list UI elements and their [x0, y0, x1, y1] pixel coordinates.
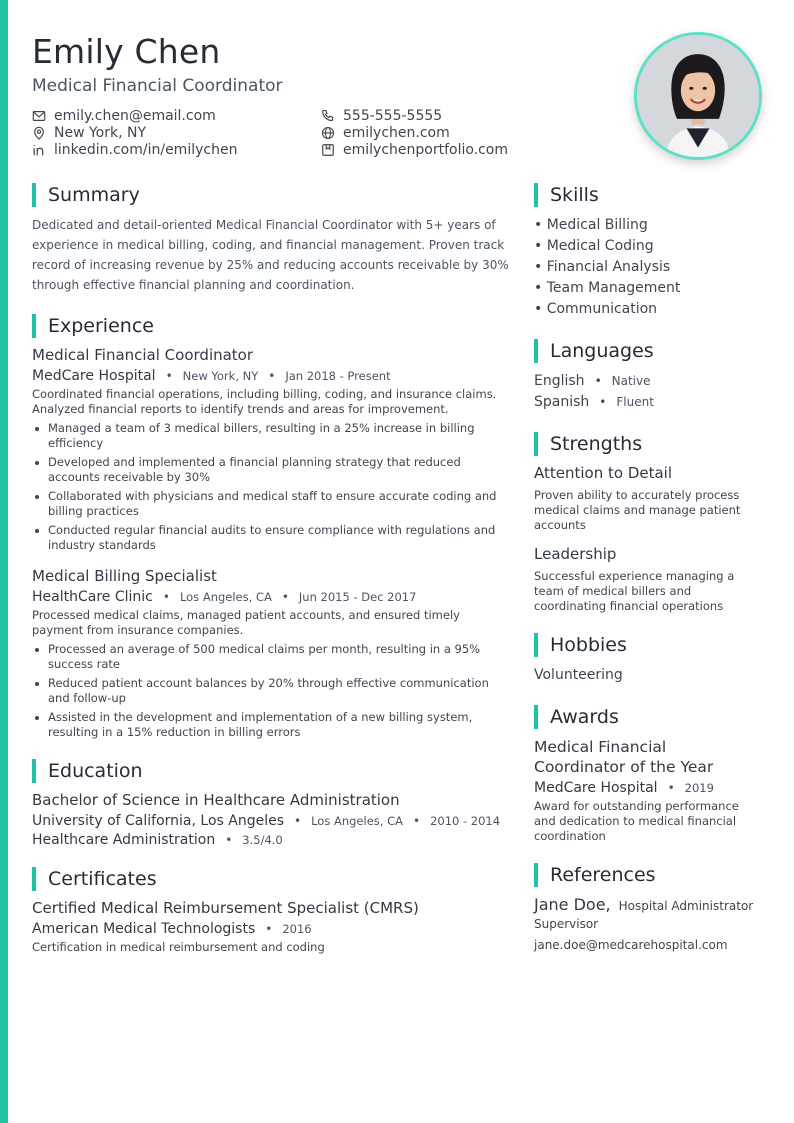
email-icon	[32, 109, 46, 123]
heading-accent	[32, 759, 36, 783]
list-item: Processed an average of 500 medical claims per month, resulting in a 95% success rate	[32, 642, 514, 672]
heading-accent	[32, 867, 36, 891]
section-heading	[534, 704, 762, 729]
separator-dot: •	[225, 833, 233, 847]
separator-dot: •	[268, 369, 276, 383]
job-dates: Jan 2018 - Present	[285, 369, 391, 383]
contact-portfolio[interactable]	[321, 142, 592, 158]
list-item: Reduced patient account balances by 20% through effective communication and follow-up	[32, 676, 514, 706]
section-heading	[32, 866, 514, 891]
section-heading	[32, 182, 514, 207]
main-column	[32, 182, 514, 973]
contact-text: emilychen.com	[343, 125, 450, 141]
portrait-illustration	[637, 35, 759, 157]
section-title: Languages	[550, 339, 654, 362]
list-item: Collaborated with physicians and medical staff to ensure accurate coding and billing practices	[32, 489, 514, 519]
section-heading	[32, 758, 514, 783]
resume-page	[32, 0, 762, 1123]
section-heading	[534, 862, 762, 887]
education-dates: 2010 - 2014	[430, 814, 501, 828]
section-title: Awards	[550, 705, 619, 728]
language-name: English	[534, 373, 585, 389]
strength-description: Proven ability to accurately process medical claims and manage patient accounts	[534, 488, 741, 532]
phone-icon	[321, 109, 335, 123]
reference-email[interactable]: jane.doe@medcarehospital.com	[534, 938, 728, 952]
summary-section	[32, 182, 514, 295]
section-title: Experience	[48, 314, 154, 337]
list-item: Managed a team of 3 medical billers, resulting in a 25% increase in billing efficiency	[32, 421, 514, 451]
contact-list	[32, 108, 592, 158]
company-name: MedCare Hospital	[32, 368, 156, 384]
skill-item: • Medical Billing	[534, 217, 648, 233]
language-level: Native	[611, 374, 651, 388]
job-dates: Jun 2015 - Dec 2017	[298, 590, 417, 604]
profile-photo	[634, 32, 762, 160]
job-meta	[32, 368, 514, 384]
skill-item: • Financial Analysis	[534, 259, 671, 275]
heading-accent	[534, 863, 538, 887]
section-heading	[534, 182, 762, 207]
heading-accent	[534, 432, 538, 456]
globe-icon	[321, 126, 335, 140]
award-description: Award for outstanding performance and dedication to medical financial coordination	[534, 799, 739, 843]
reference-relation: Supervisor	[534, 917, 599, 931]
summary-text: Dedicated and detail-oriented Medical Financial Coordinator with 5+ years of experience in medical billing, coding, and financial management. Proven track record of increasing revenue by 25% and reducing accounts receivable by 30% through effective financial planning and coordination.	[32, 218, 509, 292]
accent-bar	[0, 0, 8, 1123]
strength-description: Successful experience managing a team of medical billers and coordinating financial operations	[534, 569, 735, 613]
certificates-section	[32, 866, 514, 955]
heading-accent	[534, 339, 538, 363]
section-title: Certificates	[48, 867, 157, 890]
language-level: Fluent	[616, 395, 654, 409]
award-year: 2019	[684, 781, 714, 795]
certificate-meta	[32, 921, 514, 937]
heading-accent	[32, 183, 36, 207]
list-item: Developed and implemented a financial planning strategy that reduced accounts receivable by 30%	[32, 455, 514, 485]
contact-linkedin[interactable]	[32, 142, 321, 158]
section-heading	[534, 632, 762, 657]
separator-dot: •	[594, 374, 602, 388]
job-description: Processed medical claims, managed patient accounts, and ensured timely payment from insurance companies.	[32, 608, 460, 637]
education-section	[32, 758, 514, 848]
skills-section	[534, 182, 762, 320]
certificate-issuer: American Medical Technologists	[32, 921, 256, 937]
hobby-item: Volunteering	[534, 667, 623, 683]
separator-dot: •	[412, 814, 421, 828]
side-column	[534, 182, 762, 974]
contact-email[interactable]	[32, 108, 321, 124]
certificate-name: Certified Medical Reimbursement Specialist (CMRS)	[32, 899, 419, 917]
contact-text: 555-555-5555	[343, 108, 443, 124]
linkedin-icon	[32, 143, 46, 157]
candidate-name: Emily Chen	[32, 32, 221, 71]
contact-text: emilychenportfolio.com	[343, 142, 509, 158]
education-meta	[32, 813, 514, 829]
job-entry	[32, 567, 514, 740]
separator-dot: •	[667, 781, 675, 795]
section-title: Summary	[48, 183, 140, 206]
section-title: Skills	[550, 183, 599, 206]
strength-title: Leadership	[534, 545, 617, 563]
heading-accent	[534, 633, 538, 657]
award-title: Medical Financial Coordinator of the Year	[534, 738, 714, 776]
skill-item: • Communication	[534, 301, 658, 317]
separator-dot: •	[162, 590, 170, 604]
skill-item: • Medical Coding	[534, 238, 654, 254]
major-name: Healthcare Administration	[32, 832, 216, 848]
candidate-title: Medical Financial Coordinator	[32, 76, 283, 96]
section-heading	[32, 313, 514, 338]
section-heading	[534, 431, 762, 456]
separator-dot: •	[165, 369, 173, 383]
separator-dot: •	[281, 590, 289, 604]
contact-website[interactable]	[321, 125, 592, 141]
separator-dot: •	[599, 395, 607, 409]
hobbies-section	[534, 632, 762, 686]
reference-name: Jane Doe,	[534, 895, 611, 914]
job-location: Los Angeles, CA	[179, 590, 272, 604]
gpa: 3.5/4.0	[242, 833, 283, 847]
heading-accent	[32, 314, 36, 338]
references-section	[534, 862, 762, 956]
contact-text: linkedin.com/in/emilychen	[54, 142, 238, 158]
section-heading	[534, 338, 762, 363]
skill-item: • Team Management	[534, 280, 681, 296]
strengths-section	[534, 431, 762, 614]
certificate-year: 2016	[282, 922, 312, 936]
job-entry	[32, 346, 514, 553]
job-bullets	[32, 421, 514, 553]
experience-section	[32, 313, 514, 740]
location-icon	[32, 126, 46, 140]
strength-title: Attention to Detail	[534, 464, 673, 482]
section-title: References	[550, 863, 656, 886]
list-item: Conducted regular financial audits to ensure compliance with regulations and industry standards	[32, 523, 514, 553]
job-meta	[32, 589, 514, 605]
section-title: Strengths	[550, 432, 643, 455]
languages-section	[534, 338, 762, 413]
reference-row	[534, 895, 762, 914]
awards-section	[534, 704, 762, 844]
education-major-row	[32, 832, 514, 848]
award-meta	[534, 780, 762, 796]
certificate-description: Certification in medical reimbursement and coding	[32, 940, 325, 954]
separator-dot: •	[265, 922, 273, 936]
section-title: Education	[48, 759, 143, 782]
degree-name: Bachelor of Science in Healthcare Administration	[32, 791, 400, 809]
job-title: Medical Billing Specialist	[32, 567, 217, 585]
job-title: Medical Financial Coordinator	[32, 346, 254, 364]
contact-phone[interactable]	[321, 108, 592, 124]
school-name: University of California, Los Angeles	[32, 813, 285, 829]
job-bullets	[32, 642, 514, 740]
separator-dot: •	[294, 814, 302, 828]
heading-accent	[534, 183, 538, 207]
portfolio-icon	[321, 143, 335, 157]
award-org: MedCare Hospital	[534, 780, 658, 796]
job-location: New York, NY	[182, 369, 259, 383]
contact-text: emily.chen@email.com	[54, 108, 216, 124]
school-location: Los Angeles, CA	[311, 814, 403, 828]
contact-location	[32, 125, 321, 141]
language-row	[534, 371, 762, 392]
language-row	[534, 392, 762, 413]
list-item: Assisted in the development and implementation of a new billing system, resulting in a 15% reduction in billing errors	[32, 710, 514, 740]
section-title: Hobbies	[550, 633, 627, 656]
heading-accent	[534, 705, 538, 729]
company-name: HealthCare Clinic	[32, 589, 153, 605]
job-description: Coordinated financial operations, including billing, coding, and insurance claims. Analyzed financial reports to identify trends and areas for improvement.	[32, 387, 497, 416]
language-name: Spanish	[534, 394, 590, 410]
reference-role: Hospital Administrator	[618, 899, 754, 913]
contact-text: New York, NY	[54, 125, 147, 141]
